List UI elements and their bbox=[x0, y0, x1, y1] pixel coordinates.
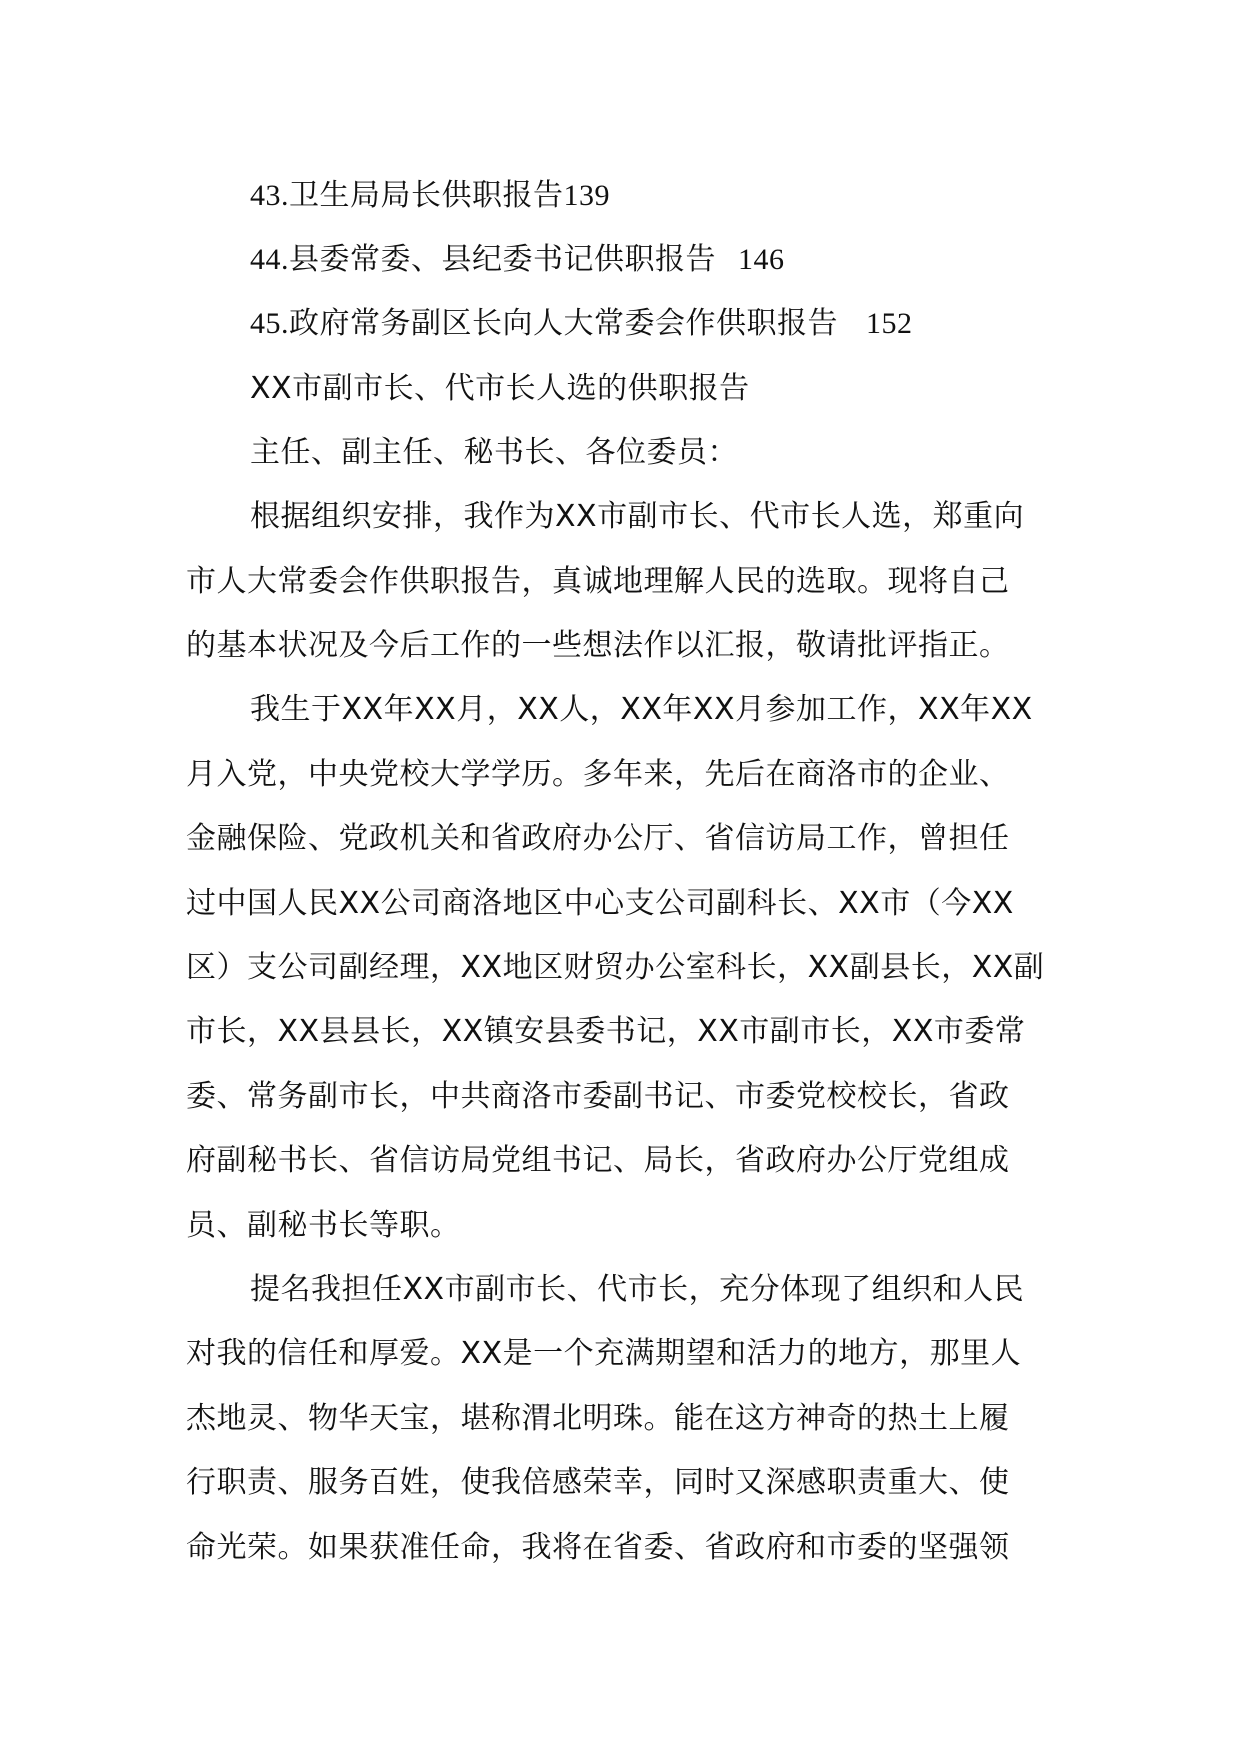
body-line: 的基本状况及今后工作的一些想法作以汇报，敬请批评指正。 bbox=[186, 628, 1010, 663]
body-line: 府副秘书长、省信访局党组书记、局长，省政府办公厅党组成 bbox=[186, 1143, 1010, 1178]
toc-page: 146 bbox=[738, 243, 785, 276]
salutation: 主任、副主任、秘书长、各位委员： bbox=[250, 435, 738, 470]
body-line: 金融保险、党政机关和省政府办公厅、省信访局工作，曾担任 bbox=[186, 821, 1010, 856]
body-line: 对我的信任和厚爱。XX是一个充满期望和活力的地方，那里人 bbox=[186, 1336, 1022, 1371]
body-line: 我生于XX年XX月，XX人，XX年XX月参加工作，XX年XX bbox=[250, 692, 1033, 727]
body-line: 命光荣。如果获准任命，我将在省委、省政府和市委的坚强领 bbox=[186, 1530, 1010, 1565]
toc-number: 44. bbox=[250, 243, 289, 276]
body-line: 委、常务副市长，中共商洛市委副书记、市委党校校长，省政 bbox=[186, 1079, 1010, 1114]
toc-entry-43 bbox=[250, 176, 610, 216]
toc-entry-45 bbox=[250, 304, 913, 344]
toc-number: 45. bbox=[250, 307, 289, 340]
body-line: 过中国人民XX公司商洛地区中心支公司副科长、XX市（今XX bbox=[186, 886, 1014, 921]
toc-title: 县委常委、县纪委书记供职报告 bbox=[289, 242, 716, 277]
body-line: 提名我担任XX市副市长、代市长，充分体现了组织和人民 bbox=[250, 1272, 1025, 1307]
body-line: 杰地灵、物华天宝，堪称渭北明珠。能在这方神奇的热土上履 bbox=[186, 1401, 1010, 1436]
body-line: 市长，XX县县长，XX镇安县委书记，XX市副市长，XX市委常 bbox=[186, 1014, 1026, 1049]
toc-title: 卫生局局长供职报告 bbox=[289, 178, 564, 213]
body-line: 员、副秘书长等职。 bbox=[186, 1208, 461, 1243]
body-line: 区）支公司副经理，XX地区财贸办公室科长，XX副县长，XX副 bbox=[186, 950, 1045, 985]
article-title: XX市副市长、代市长人选的供职报告 bbox=[250, 371, 750, 406]
toc-title: 政府常务副区长向人大常委会作供职报告 bbox=[289, 306, 838, 341]
body-line: 市人大常委会作供职报告，真诚地理解人民的选取。现将自己 bbox=[186, 564, 1010, 599]
body-line: 根据组织安排，我作为XX市副市长、代市长人选，郑重向 bbox=[250, 499, 1025, 534]
toc-page: 139 bbox=[563, 179, 610, 212]
toc-number: 43. bbox=[250, 179, 289, 212]
toc-entry-44 bbox=[250, 240, 785, 280]
body-line: 行职责、服务百姓，使我倍感荣幸，同时又深感职责重大、使 bbox=[186, 1465, 1010, 1500]
toc-page: 152 bbox=[866, 307, 913, 340]
body-line: 月入党，中央党校大学学历。多年来，先后在商洛市的企业、 bbox=[186, 757, 1010, 792]
